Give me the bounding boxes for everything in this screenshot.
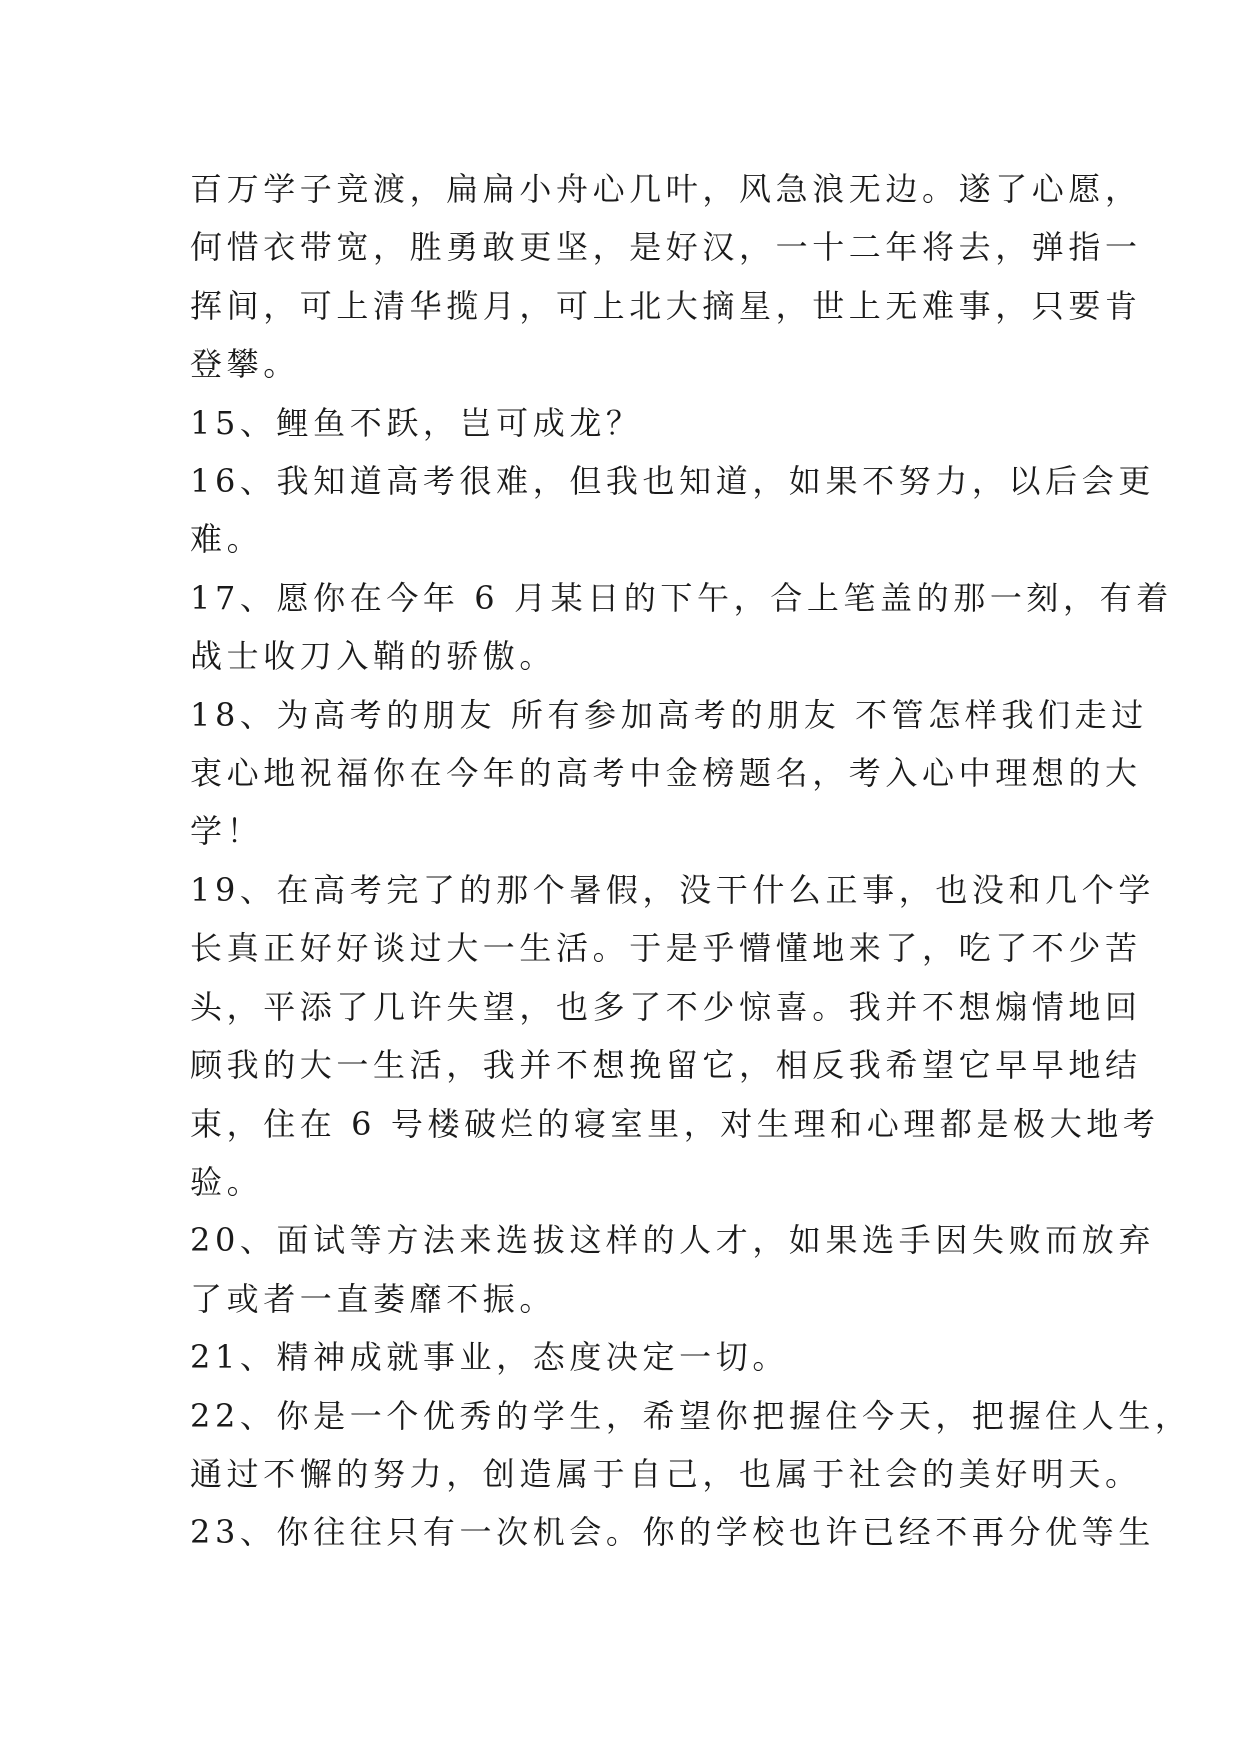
text-line: 顾我的大一生活，我并不想挽留它，相反我希望它早早地结 [190, 1046, 1142, 1085]
text-line: 15、鲤鱼不跃，岂可成龙？ [190, 403, 643, 442]
text-line: 学！ [190, 812, 264, 851]
document-body [190, 160, 1192, 1562]
text-line: 束，住在 6 号楼破烂的寝室里，对生理和心理都是极大地考 [190, 1104, 1160, 1143]
text-line: 验。 [190, 1162, 264, 1201]
text-line: 17、愿你在今年 6 月某日的下午，合上笔盖的那一刻，有着 [190, 578, 1173, 617]
text-line: 23、你往往只有一次机会。你的学校也许已经不再分优等生 [190, 1513, 1155, 1552]
text-line: 21、精神成就事业，态度决定一切。 [190, 1338, 789, 1377]
text-line: 百万学子竞渡，扁扁小舟心几叶，风急浪无边。遂了心愿， [190, 170, 1142, 208]
text-line: 战士收刀入鞘的骄傲。 [190, 637, 557, 676]
text-line: 22、你是一个优秀的学生，希望你把握住今天，把握住人生， [190, 1396, 1192, 1435]
text-line: 通过不懈的努力，创造属于自己，也属于社会的美好明天。 [190, 1454, 1142, 1493]
text-line: 20、面试等方法来选拔这样的人才，如果选手因失败而放弃 [190, 1221, 1155, 1260]
text-line: 头，平添了几许失望，也多了不少惊喜。我并不想煽情地回 [190, 987, 1142, 1026]
text-line: 登攀。 [190, 345, 300, 384]
text-line: 了或者一直萎靡不振。 [190, 1279, 557, 1318]
text-line: 长真正好好谈过大一生活。于是乎懵懂地来了，吃了不少苦 [190, 929, 1142, 968]
text-line: 19、在高考完了的那个暑假，没干什么正事，也没和几个学 [190, 870, 1155, 909]
text-line: 难。 [190, 520, 264, 559]
text-line: 18、为高考的朋友 所有参加高考的朋友 不管怎样我们走过 [190, 695, 1148, 734]
text-line: 16、我知道高考很难，但我也知道，如果不努力，以后会更 [190, 462, 1155, 501]
text-line: 挥间，可上清华揽月，可上北大摘星，世上无难事，只要肯 [190, 286, 1142, 325]
text-line: 衷心地祝福你在今年的高考中金榜题名，考入心中理想的大 [190, 754, 1142, 793]
text-line: 何惜衣带宽，胜勇敢更坚，是好汉，一十二年将去，弹指一 [190, 228, 1142, 267]
